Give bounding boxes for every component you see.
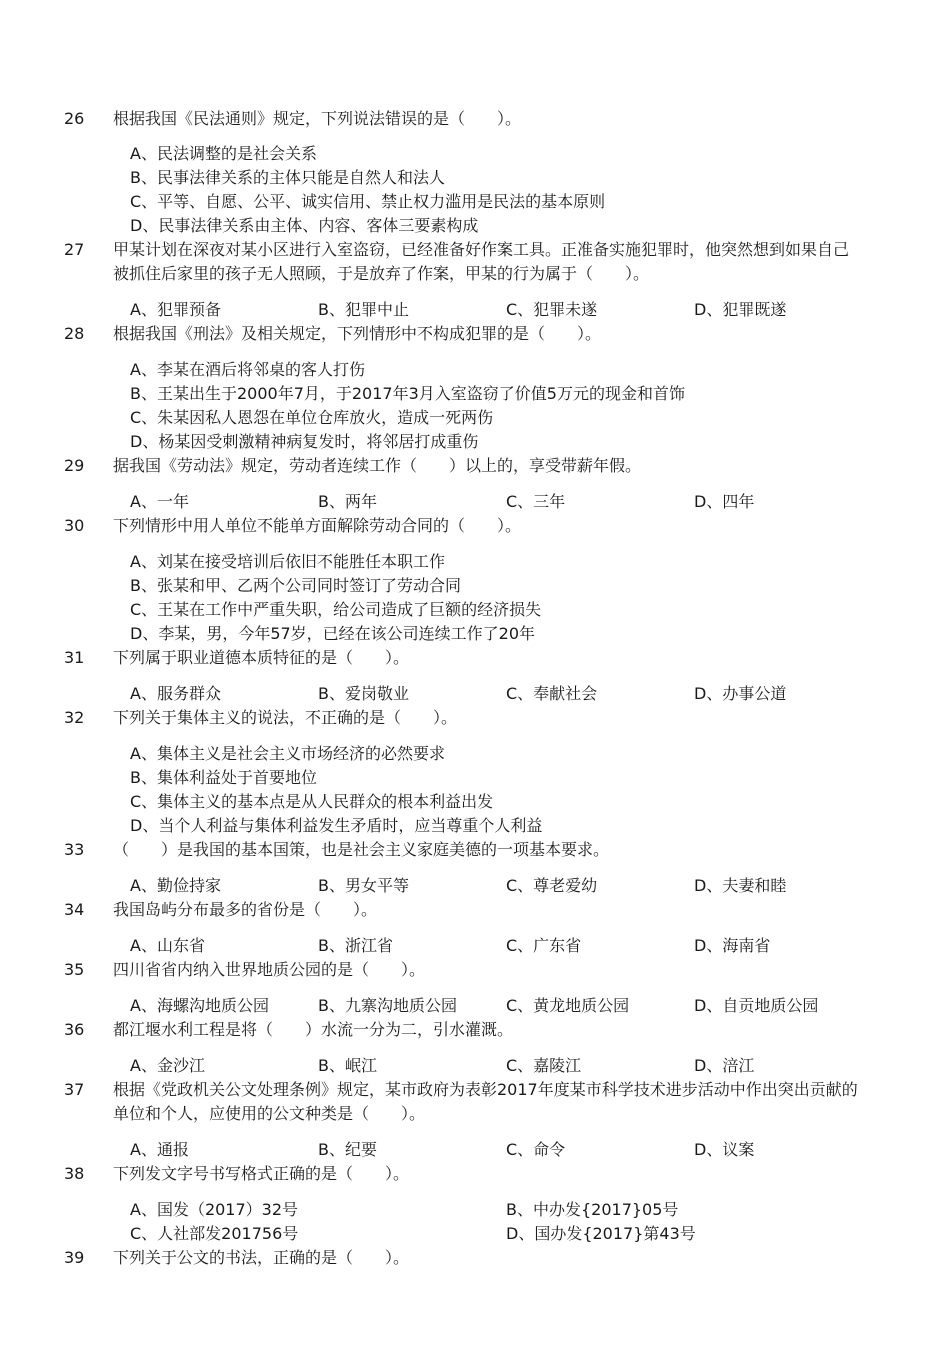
option-c: C、广东省 (506, 936, 582, 955)
option-a: A、勤俭持家 (130, 876, 221, 895)
option-c: C、人社部发201756号 (130, 1224, 299, 1243)
option-b: B、两年 (318, 492, 377, 511)
option-a: A、李某在酒后将邻桌的客人打伤 (130, 360, 365, 379)
option-b: B、岷江 (318, 1056, 377, 1075)
option-d: D、办事公道 (694, 684, 787, 703)
question-stem: 下列属于职业道德本质特征的是（ ）。 (113, 648, 410, 667)
option-c: C、集体主义的基本点是从人民群众的根本利益出发 (130, 792, 494, 811)
option-a: A、犯罪预备 (130, 300, 221, 319)
question-stem: 据我国《劳动法》规定，劳动者连续工作（ ）以上的，享受带薪年假。 (113, 456, 642, 475)
option-a: A、通报 (130, 1140, 189, 1159)
question-stem: 我国岛屿分布最多的省份是（ ）。 (113, 900, 378, 919)
option-d: D、夫妻和睦 (694, 876, 787, 895)
option-b: B、纪要 (318, 1140, 377, 1159)
question-number: 27 (64, 240, 85, 259)
question-number: 29 (64, 456, 85, 475)
option-a: A、民法调整的是社会关系 (130, 144, 317, 163)
option-b: B、集体利益处于首要地位 (130, 768, 317, 787)
option-a: A、刘某在接受培训后依旧不能胜任本职工作 (130, 552, 445, 571)
option-b: B、犯罪中止 (318, 300, 409, 319)
question-stem: 根据我国《民法通则》规定，下列说法错误的是（ ）。 (113, 109, 522, 128)
option-d: D、李某，男，今年57岁，已经在该公司连续工作了20年 (130, 624, 536, 643)
question-stem: 下列发文字号书写格式正确的是（ ）。 (113, 1164, 410, 1183)
question-number: 38 (64, 1164, 85, 1183)
question-stem: 甲某计划在深夜对某小区进行入室盗窃，已经准备好作案工具。正准备实施犯罪时，他突然想到如果自己被抓住后家里的孩子无人照顾，于是放弃了作案，甲某的行为属于（ ）。 (113, 240, 850, 283)
option-d: D、海南省 (694, 936, 771, 955)
option-d: D、国办发{2017}第43号 (506, 1224, 696, 1243)
option-d: D、四年 (694, 492, 755, 511)
question-stem: 下列关于集体主义的说法，不正确的是（ ）。 (113, 708, 458, 727)
question-stem: 下列关于公文的书法，正确的是（ ）。 (113, 1248, 410, 1267)
option-d: D、犯罪既遂 (694, 300, 787, 319)
question-number: 35 (64, 960, 85, 979)
question-number: 36 (64, 1020, 85, 1039)
question-number: 32 (64, 708, 85, 727)
option-d: D、杨某因受刺激精神病复发时，将邻居打成重伤 (130, 432, 479, 451)
question-stem: 四川省省内纳入世界地质公园的是（ ）。 (113, 960, 426, 979)
option-b: B、张某和甲、乙两个公司同时签订了劳动合同 (130, 576, 461, 595)
option-a: A、服务群众 (130, 684, 221, 703)
option-d: D、民事法律关系由主体、内容、客体三要素构成 (130, 216, 479, 235)
question-number: 30 (64, 516, 85, 535)
option-c: C、王某在工作中严重失职，给公司造成了巨额的经济损失 (130, 600, 542, 619)
option-a: A、集体主义是社会主义市场经济的必然要求 (130, 744, 445, 763)
option-a: A、金沙江 (130, 1056, 205, 1075)
question-stem: 根据我国《刑法》及相关规定，下列情形中不构成犯罪的是（ ）。 (113, 324, 602, 343)
question-stem: 都江堰水利工程是将（ ）水流一分为二，引水灌溉。 (113, 1020, 514, 1039)
option-c: C、奉献社会 (506, 684, 598, 703)
option-b: B、男女平等 (318, 876, 409, 895)
option-c: C、三年 (506, 492, 566, 511)
option-b: B、王某出生于2000年7月，于2017年3月入室盗窃了价值5万元的现金和首饰 (130, 384, 685, 403)
question-number: 28 (64, 324, 85, 343)
question-number: 34 (64, 900, 85, 919)
option-c: C、平等、自愿、公平、诚实信用、禁止权力滥用是民法的基本原则 (130, 192, 606, 211)
option-a: A、国发（2017）32号 (130, 1200, 299, 1219)
option-d: D、议案 (694, 1140, 755, 1159)
option-c: C、黄龙地质公园 (506, 996, 630, 1015)
question-number: 37 (64, 1080, 85, 1099)
option-c: C、嘉陵江 (506, 1056, 582, 1075)
question-stem: （ ）是我国的基本国策，也是社会主义家庭美德的一项基本要求。 (113, 840, 610, 859)
option-a: A、一年 (130, 492, 189, 511)
question-stem: 根据《党政机关公文处理条例》规定，某市政府为表彰2017年度某市科学技术进步活动中作出突出贡献的单位和个人，应使用的公文种类是（ ）。 (113, 1080, 858, 1123)
option-c: C、命令 (506, 1140, 566, 1159)
option-b: B、民事法律关系的主体只能是自然人和法人 (130, 168, 445, 187)
option-b: B、爱岗敬业 (318, 684, 409, 703)
option-b: B、中办发{2017}05号 (506, 1200, 679, 1219)
question-number: 33 (64, 840, 85, 859)
question-number: 26 (64, 109, 85, 128)
option-c: C、朱某因私人恩怨在单位仓库放火，造成一死两伤 (130, 408, 494, 427)
option-d: D、当个人利益与集体利益发生矛盾时，应当尊重个人利益 (130, 816, 543, 835)
option-c: C、犯罪未遂 (506, 300, 598, 319)
option-d: D、自贡地质公园 (694, 996, 819, 1015)
option-c: C、尊老爱幼 (506, 876, 598, 895)
question-number: 31 (64, 648, 85, 667)
question-stem: 下列情形中用人单位不能单方面解除劳动合同的（ ）。 (113, 516, 522, 535)
option-b: B、九寨沟地质公园 (318, 996, 457, 1015)
option-a: A、海螺沟地质公园 (130, 996, 269, 1015)
option-a: A、山东省 (130, 936, 205, 955)
option-b: B、浙江省 (318, 936, 393, 955)
question-number: 39 (64, 1248, 85, 1267)
option-d: D、涪江 (694, 1056, 755, 1075)
